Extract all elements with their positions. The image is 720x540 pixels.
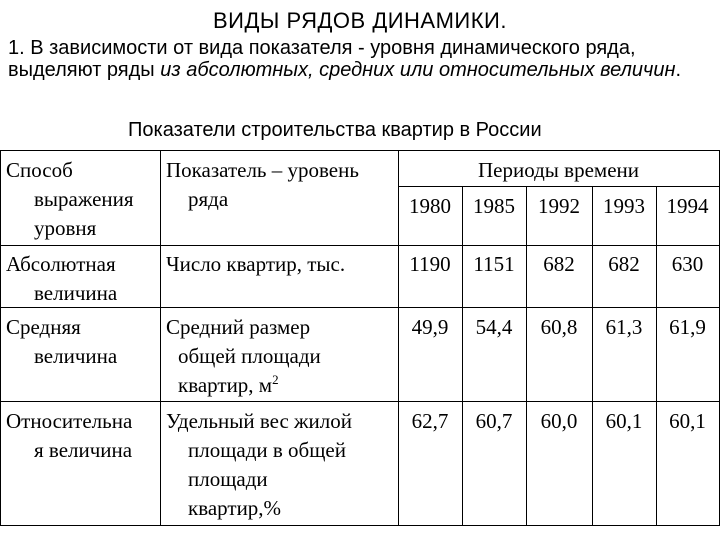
intro-end: .	[675, 59, 682, 81]
year-divider-2	[526, 186, 527, 526]
row-type-line: величина	[34, 344, 118, 368]
header-indicator	[166, 156, 359, 214]
row-indicator-line: площади	[188, 467, 268, 491]
unit-superscript: 2	[272, 372, 279, 387]
intro-lead: 1. В зависимости от вида показателя - уровня динамического ряда, выделяют ряды	[8, 37, 636, 81]
header-method	[6, 156, 134, 243]
year-divider-4	[656, 186, 657, 526]
row-relative-type	[6, 407, 132, 465]
periods-divider	[398, 186, 719, 187]
row-absolute-indicator	[166, 250, 345, 279]
value-cell: 61,3	[605, 315, 643, 339]
header-indicator-line: Показатель – уровень	[166, 158, 359, 182]
row-average-type	[6, 313, 117, 371]
header-year: 1993	[603, 194, 645, 218]
row-indicator-line: квартир,%	[188, 496, 282, 520]
intro-paragraph	[8, 37, 714, 81]
value-cell: 682	[608, 252, 640, 276]
data-table	[0, 150, 720, 526]
year-divider-3	[592, 186, 593, 526]
row-indicator-line: Средний размер	[166, 315, 311, 339]
row-divider-2	[0, 401, 719, 402]
header-year: 1992	[538, 194, 580, 218]
header-method-line: уровня	[34, 216, 97, 240]
row-indicator-line: площади в общей	[188, 438, 346, 462]
intro-emphasis: из абсолютных, средних или относительных величин	[160, 59, 676, 81]
header-method-line: выражения	[34, 187, 134, 211]
value-cell: 60,7	[475, 409, 513, 433]
row-type-line: Абсолютная	[6, 252, 116, 276]
value-cell: 1190	[409, 252, 451, 276]
row-type-line: я величина	[34, 438, 133, 462]
row-absolute-type	[6, 250, 117, 308]
table-caption: Показатели строительства квартир в России	[128, 119, 542, 141]
header-bottom-line	[0, 245, 719, 246]
row-type-line: Относительна	[6, 409, 133, 433]
year-divider-1	[462, 186, 463, 526]
value-cell: 630	[671, 252, 704, 276]
row-relative-indicator	[166, 407, 352, 523]
row-indicator-line-with-unit	[166, 371, 321, 400]
value-cell: 1151	[473, 252, 515, 276]
header-year: 1994	[666, 194, 709, 218]
value-cell: 54,4	[475, 315, 513, 339]
row-indicator-line: Число квартир, тыс.	[166, 252, 346, 276]
row-indicator-line: Удельный вес жилой	[166, 409, 352, 433]
table-border-bottom	[0, 525, 719, 526]
row-indicator-text: квартир, м	[178, 373, 273, 397]
header-year: 1985	[473, 194, 515, 218]
value-cell: 682	[543, 252, 575, 276]
table-border-top	[0, 150, 719, 151]
value-cell: 60,1	[605, 409, 643, 433]
row-type-line: Средняя	[6, 315, 81, 339]
header-indicator-line: ряда	[188, 187, 229, 211]
col-divider-1	[160, 150, 161, 526]
table-border-left	[0, 150, 1, 526]
header-periods: Периоды времени	[478, 158, 639, 182]
page-title: ВИДЫ РЯДОВ ДИНАМИКИ.	[212, 8, 507, 33]
value-cell: 60,1	[669, 409, 706, 433]
value-cell: 49,9	[411, 315, 449, 339]
row-indicator-line: общей площади	[178, 344, 321, 368]
value-cell: 60,0	[540, 409, 578, 433]
header-method-line: Способ	[6, 158, 73, 182]
value-cell: 60,8	[540, 315, 578, 339]
header-year: 1980	[409, 194, 451, 218]
row-type-line: величина	[34, 281, 118, 305]
value-cell: 61,9	[669, 315, 706, 339]
value-cell: 62,7	[411, 409, 449, 433]
row-average-indicator	[166, 313, 321, 400]
